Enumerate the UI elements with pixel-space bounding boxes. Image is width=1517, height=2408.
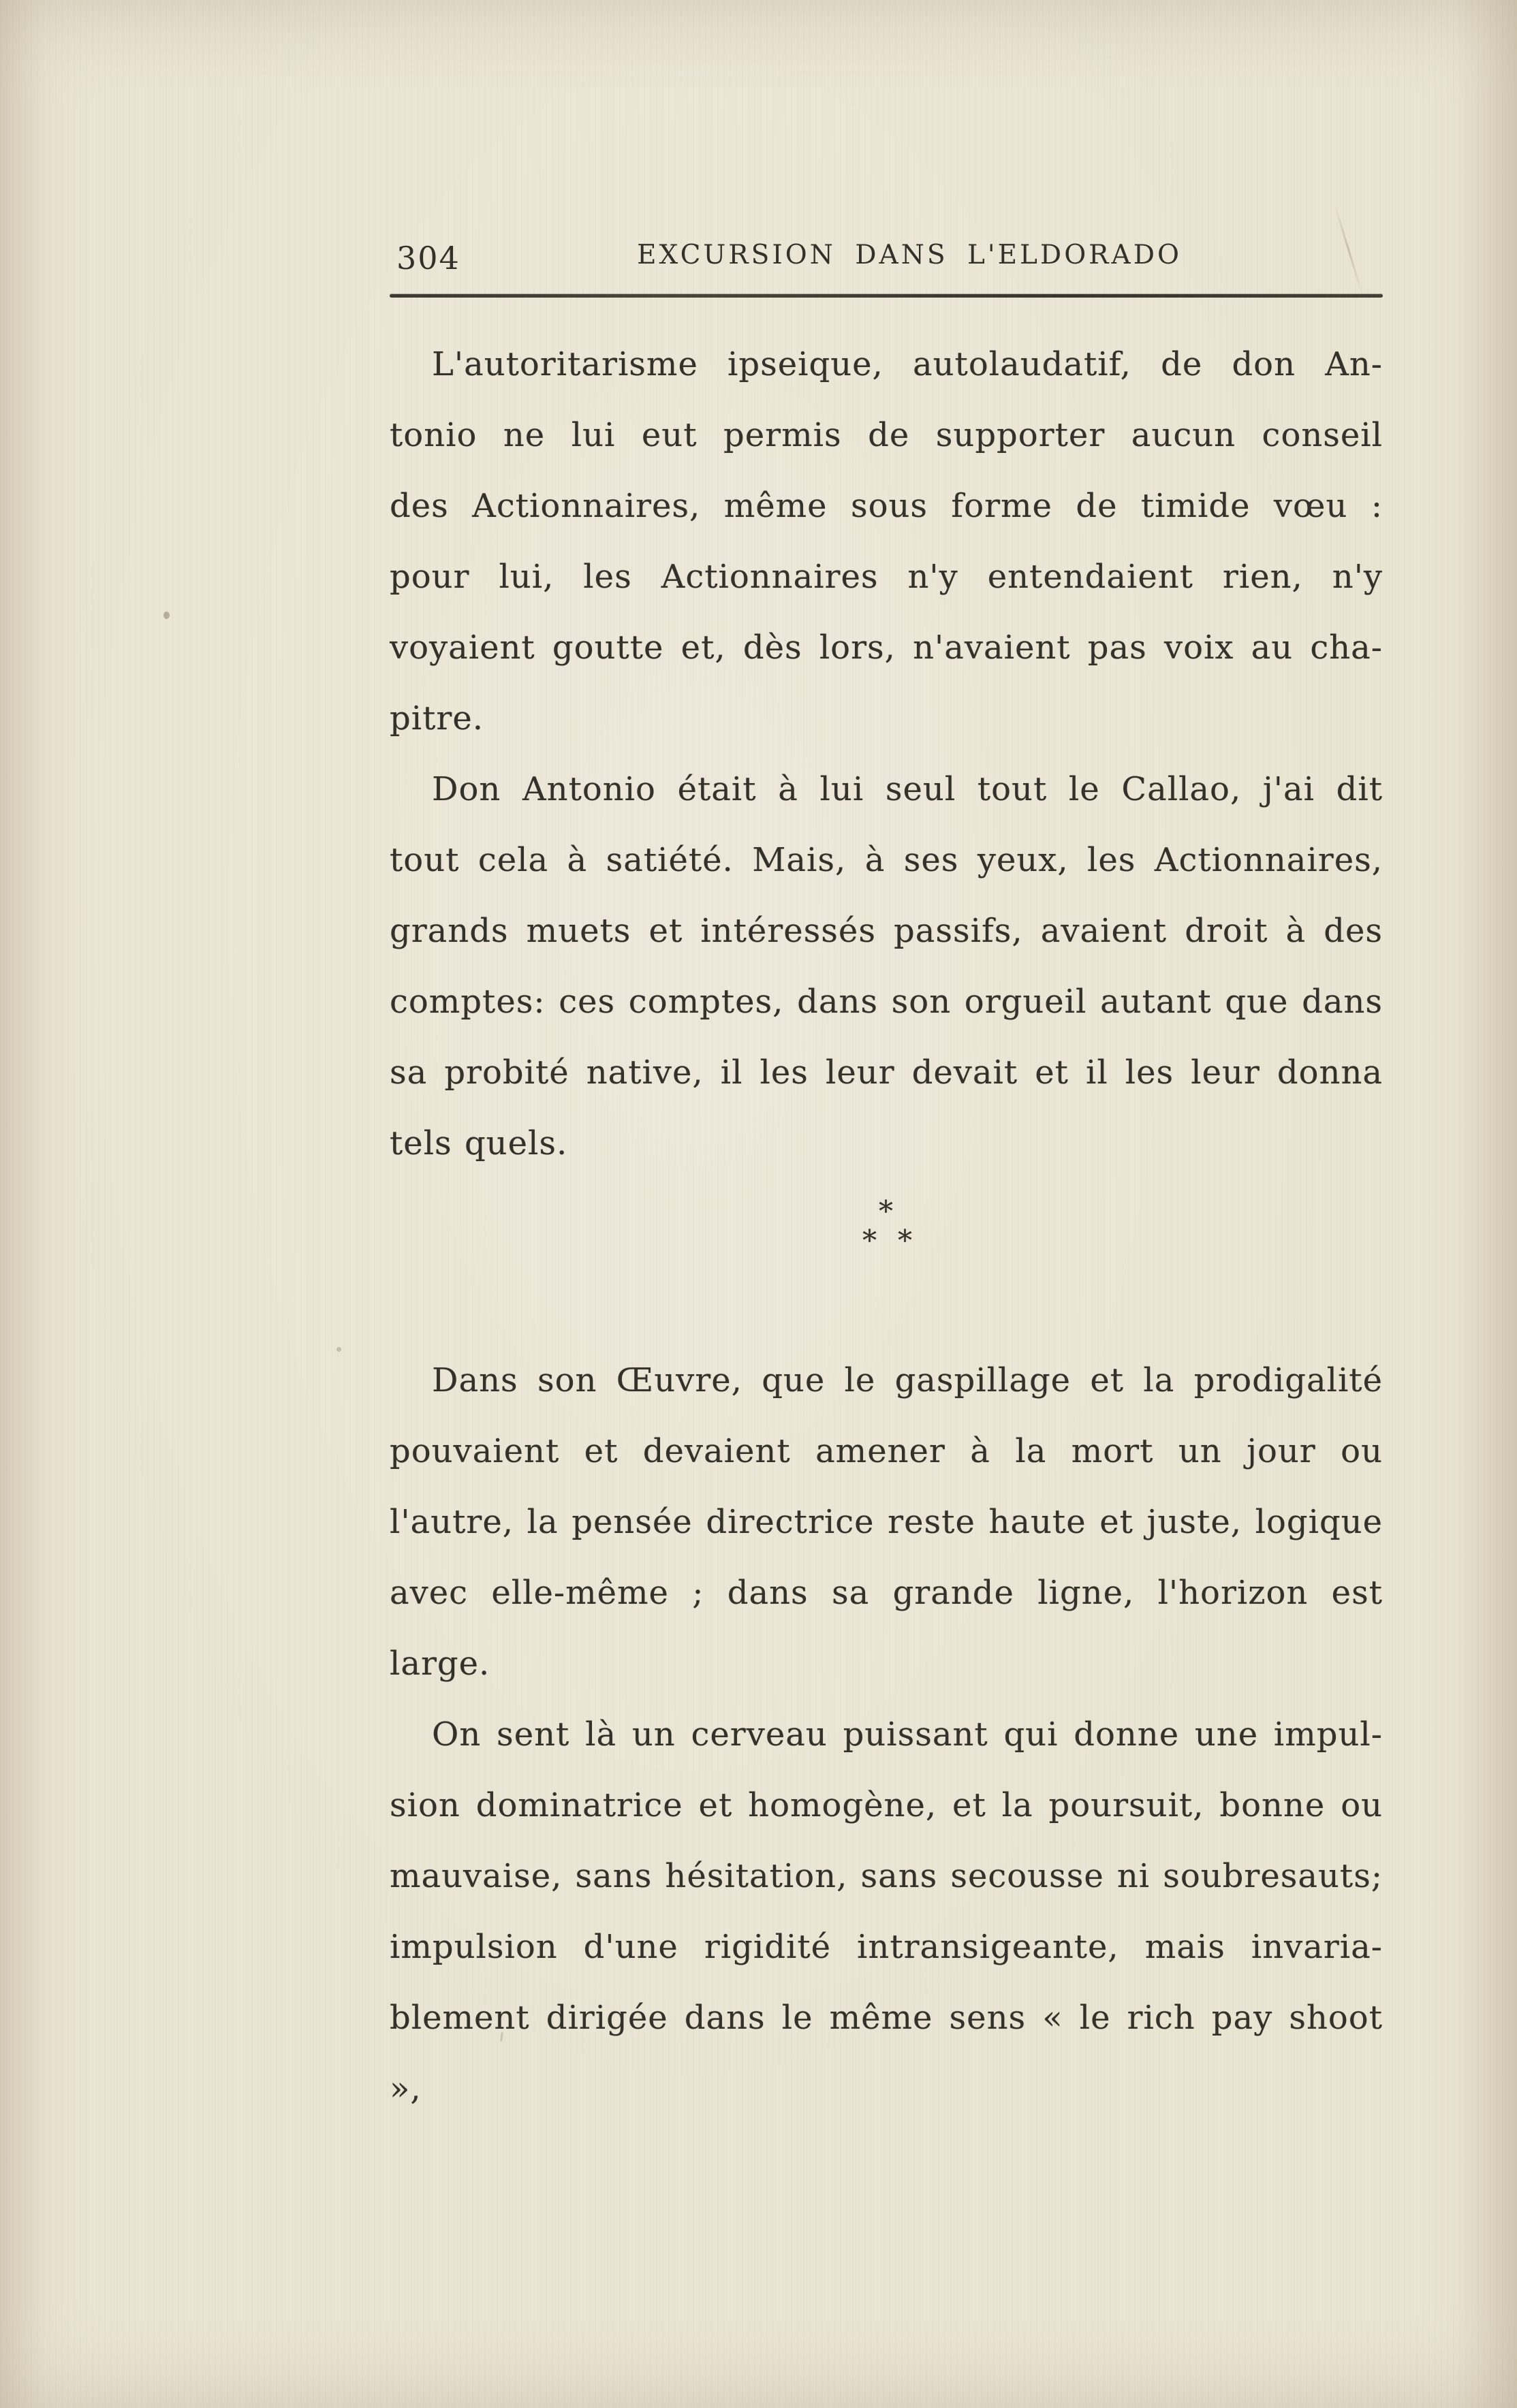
text-line: blement dirigée dans le même sens « le rich pay shoot », [390,1999,1383,2108]
paragraph-3 [390,1345,1383,1699]
asterism-star-right: * [898,1224,913,1257]
paragraph-4 [390,1699,1383,2124]
page-header [390,240,1383,276]
text-line: des Actionnaires, même sous forme de timide vœu : [390,487,1383,525]
text-line: l'autre, la pensée directrice reste haute et juste, logique [390,1503,1383,1541]
page-text [390,329,1383,2124]
running-title: EXCURSION DANS L'ELDORADO [637,240,1182,270]
text-line: sa probité native, il les leur devait et il les leur donna [390,1054,1383,1092]
paragraph-1 [390,329,1383,754]
paper-speck [163,612,170,619]
text-line: voyaient goutte et, dès lors, n'avaient pas voix au cha- [390,629,1383,667]
page-content [390,240,1383,2124]
paragraph-2 [390,754,1383,1179]
text-line: On sent là un cerveau puissant qui donne une impul- [432,1715,1383,1754]
asterism-star-top: * [879,1194,894,1228]
text-line: tout cela à satiété. Mais, à ses yeux, les Actionnaires, [390,841,1383,879]
text-line: grands muets et intéressés passifs, avaient droit à des [390,912,1383,950]
asterism-star-left: * [862,1224,877,1257]
header-rule [390,294,1383,298]
text-line: tels quels. [390,1124,568,1162]
text-line: large. [390,1645,490,1683]
text-line: mauvaise, sans hésitation, sans secousse ni soubresauts; [390,1857,1383,1895]
text-line: tonio ne lui eut permis de supporter aucun conseil [390,416,1383,454]
text-line: impulsion d'une rigidité intransigeante, mais invaria- [390,1928,1383,1966]
text-line: pouvaient et devaient amener à la mort un jour ou [390,1432,1383,1470]
text-line: comptes: ces comptes, dans son orgueil autant que dans [390,983,1383,1021]
text-line: avec elle-même ; dans sa grande ligne, l'horizon est [390,1574,1383,1612]
text-line: Don Antonio était à lui seul tout le Callao, j'ai dit [432,770,1383,808]
page-number: 304 [396,240,460,276]
asterism [390,1194,1383,1257]
text-line: pitre. [390,699,484,738]
paper-speck [337,1347,341,1352]
text-line: L'autoritarisme ipseique, autolaudatif, de don An- [432,345,1383,383]
text-line: pour lui, les Actionnaires n'y entendaient rien, n'y [390,558,1383,596]
text-line: sion dominatrice et homogène, et la poursuit, bonne ou [390,1786,1383,1824]
text-line: Dans son Œuvre, que le gaspillage et la prodigalité [432,1361,1383,1399]
